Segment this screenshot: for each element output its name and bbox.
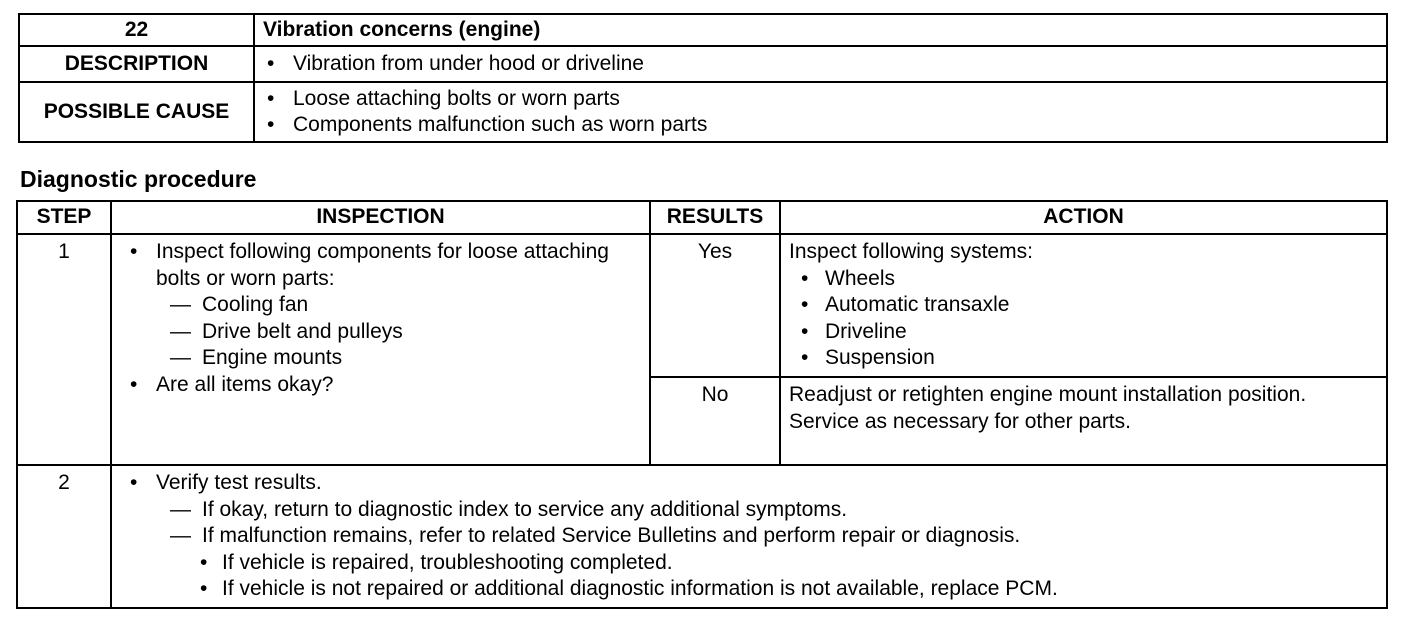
action-yes bbox=[780, 234, 1387, 377]
cause-item: • Components malfunction such as worn parts bbox=[263, 112, 1378, 138]
result-no: No bbox=[650, 377, 780, 465]
column-header-action: ACTION bbox=[780, 201, 1387, 234]
sub-bullet-item: • If vehicle is not repaired or additional diagnostic information is not available, replace PCM. bbox=[126, 576, 1378, 603]
system-item: • Driveline bbox=[789, 319, 1378, 346]
component-item bbox=[170, 319, 641, 346]
inspection-item: • Inspect following components for loose attaching bolts or worn parts: bbox=[126, 239, 641, 292]
diagnostic-procedure-table bbox=[16, 200, 1388, 609]
dash-item bbox=[170, 523, 1378, 550]
step-number: 1 bbox=[17, 234, 111, 465]
symptom-header-table bbox=[18, 13, 1388, 143]
step-number: 2 bbox=[17, 465, 111, 608]
cause-item: • Loose attaching bolts or worn parts bbox=[263, 86, 1378, 112]
inspection-question: • Are all items okay? bbox=[126, 372, 641, 399]
component-item bbox=[170, 292, 641, 319]
dash-item bbox=[170, 497, 1378, 524]
result-yes: Yes bbox=[650, 234, 780, 377]
description-label: DESCRIPTION bbox=[19, 46, 254, 82]
action-intro: Inspect following systems: bbox=[789, 240, 1033, 263]
inspection-item: • Verify test results. bbox=[126, 470, 1378, 497]
dash-label: If malfunction remains, refer to related Service Bulletins and perform repair or diagnosis. bbox=[202, 524, 1021, 548]
column-header-step: STEP bbox=[17, 201, 111, 234]
description-item: • Vibration from under hood or driveline bbox=[263, 51, 1378, 77]
dash-label: If okay, return to diagnostic index to service any additional symptoms. bbox=[202, 497, 848, 521]
component-label: Cooling fan bbox=[202, 293, 309, 317]
sub-bullet-item: • If vehicle is repaired, troubleshooting completed. bbox=[126, 550, 1378, 577]
system-item: • Suspension bbox=[789, 345, 1378, 372]
column-header-results: RESULTS bbox=[650, 201, 780, 234]
column-header-inspection: INSPECTION bbox=[111, 201, 650, 234]
component-item bbox=[170, 345, 641, 372]
symptom-number: 22 bbox=[19, 14, 254, 46]
action-line: Service as necessary for other parts. bbox=[789, 409, 1131, 433]
symptom-title: Vibration concerns (engine) bbox=[254, 14, 1387, 46]
action-line: Readjust or retighten engine mount installation position. bbox=[789, 382, 1307, 406]
diagnostic-procedure-heading: Diagnostic procedure bbox=[20, 166, 257, 192]
step2-inspection bbox=[111, 465, 1387, 608]
component-label: Drive belt and pulleys bbox=[202, 319, 403, 343]
system-item: • Automatic transaxle bbox=[789, 292, 1378, 319]
action-no bbox=[780, 377, 1387, 465]
component-label: Engine mounts bbox=[202, 346, 343, 370]
step1-inspection bbox=[111, 234, 650, 465]
system-item: • Wheels bbox=[789, 266, 1378, 293]
possible-cause-label: POSSIBLE CAUSE bbox=[19, 82, 254, 142]
